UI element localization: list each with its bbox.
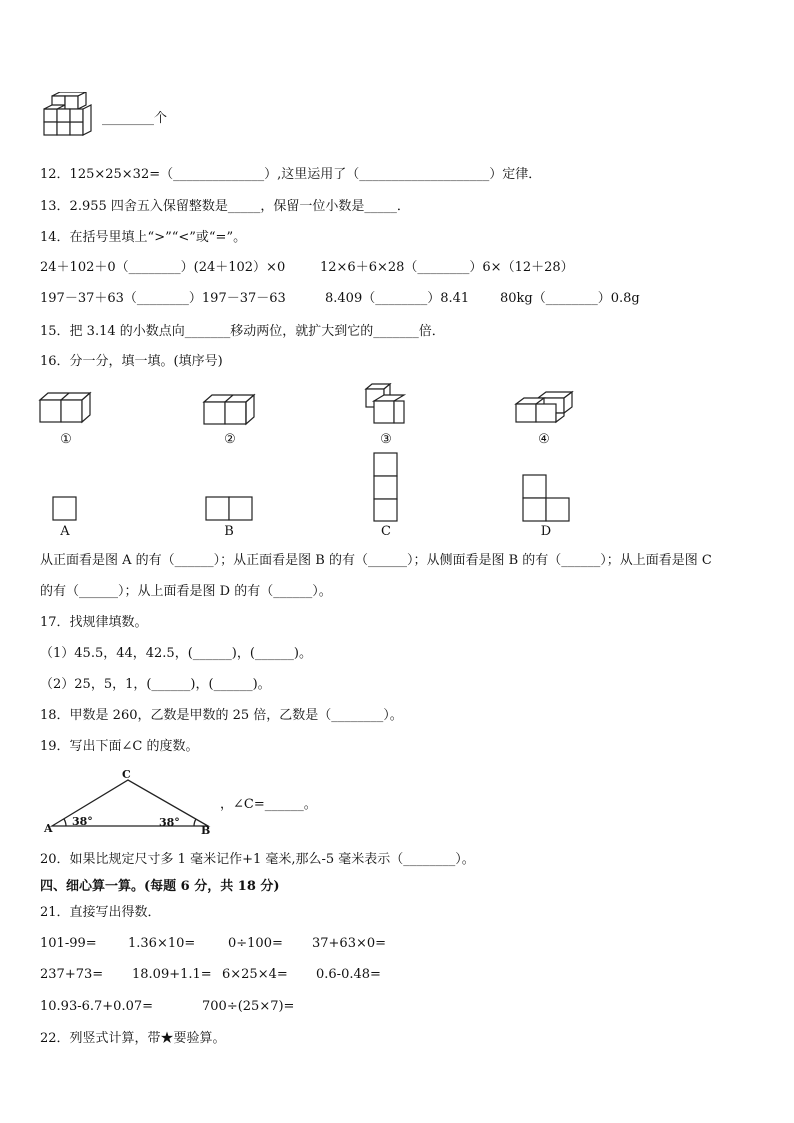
q16-line-1: 从正面看是图 A 的有（______）；从正面看是图 B 的有（______）；从侧面看是图 B 的有（______）；从上面看是图 C [40, 553, 712, 568]
q19-vertex-A: A [44, 822, 53, 835]
q22: 22．列竖式计算，带★要验算。 [40, 1031, 226, 1046]
q21-r3c1: 10.93-6.7+0.07= [40, 999, 154, 1014]
q17-s1: （1）45.5，44，42.5，(______)，(______)。 [40, 646, 312, 661]
section-4-heading: 四、细心算一算。(每题 6 分，共 18 分) [40, 879, 280, 894]
q21-r2c3: 6×25×4= [222, 967, 288, 982]
q11-cube-figure [40, 92, 98, 148]
q14-row1b: 12×6＋6×28（________）6×（12＋28） [320, 260, 574, 275]
q16-view-D [522, 474, 570, 522]
q16-solid-label-1: ① [60, 432, 72, 447]
q16-solid-label-2: ② [224, 432, 236, 447]
q16-solid-1 [38, 390, 94, 430]
q20: 20．如果比规定尺寸多 1 毫米记作+1 毫米,那么-5 毫米表示（________）。 [40, 852, 475, 867]
q14-row1a: 24＋102＋0（________）(24＋102）×0 [40, 260, 286, 275]
q17-title: 17．找规律填数。 [40, 615, 148, 630]
q16-view-label-A: A [60, 524, 70, 539]
q16-view-label-C: C [381, 524, 391, 539]
q16-solid-3 [362, 383, 410, 429]
q21-title: 21．直接写出得数． [40, 905, 161, 920]
q19-title: 19．写出下面∠C 的度数。 [40, 739, 199, 754]
q13: 13．2.955 四舍五入保留整数是_____，保留一位小数是_____． [40, 199, 410, 214]
q11-answer: ________个 [102, 111, 168, 126]
q18: 18．甲数是 260，乙数是甲数的 25 倍，乙数是（________）。 [40, 708, 403, 723]
q21-r1c1: 101-99= [40, 936, 97, 951]
q16-view-label-D: D [540, 524, 552, 539]
q16-view-C [373, 452, 399, 522]
q16-solid-label-3: ③ [380, 432, 392, 447]
q17-s2: （2）25，5，1，(______)，(______)。 [40, 677, 271, 692]
q12: 12．125×25×32=（______________）,这里运用了（____________________）定律． [40, 167, 542, 182]
q14-title: 14．在括号里填上“>”“<”或“=”。 [40, 230, 247, 245]
q15: 15．把 3.14 的小数点向_______移动两位，就扩大到它的_______倍． [40, 324, 445, 339]
q14-row2b: 8.409（________）8.41 [325, 291, 470, 306]
q16-line-2: 的有（______）；从上面看是图 D 的有（______）。 [40, 584, 332, 599]
q16-solid-2 [202, 392, 258, 432]
q19-answer: ，∠C=______。 [220, 797, 317, 812]
q16-view-A [52, 496, 78, 522]
q19-vertex-C: C [122, 768, 131, 781]
q21-r2c4: 0.6-0.48= [316, 967, 381, 982]
q21-r1c3: 0÷100= [228, 936, 283, 951]
q16-title: 16．分一分，填一填。(填序号) [40, 354, 223, 369]
q16-view-label-B: B [224, 524, 234, 539]
q16-solid-label-4: ④ [538, 432, 550, 447]
q16-view-B [205, 496, 253, 522]
q21-r2c2: 18.09+1.1= [132, 967, 212, 982]
q21-r1c2: 1.36×10= [128, 936, 196, 951]
q19-vertex-B: B [201, 824, 211, 837]
q21-r1c4: 37+63×0= [312, 936, 387, 951]
q19-angle-A: 38° [72, 815, 93, 828]
q16-solid-4 [514, 390, 578, 430]
q14-row2c: 80kg（________）0.8g [500, 291, 640, 306]
q19-angle-B: 38° [159, 816, 180, 829]
q21-r3c2: 700÷(25×7)= [202, 999, 295, 1014]
q21-r2c1: 237+73= [40, 967, 104, 982]
q14-row2a: 197－37＋63（________）197－37－63 [40, 291, 286, 306]
